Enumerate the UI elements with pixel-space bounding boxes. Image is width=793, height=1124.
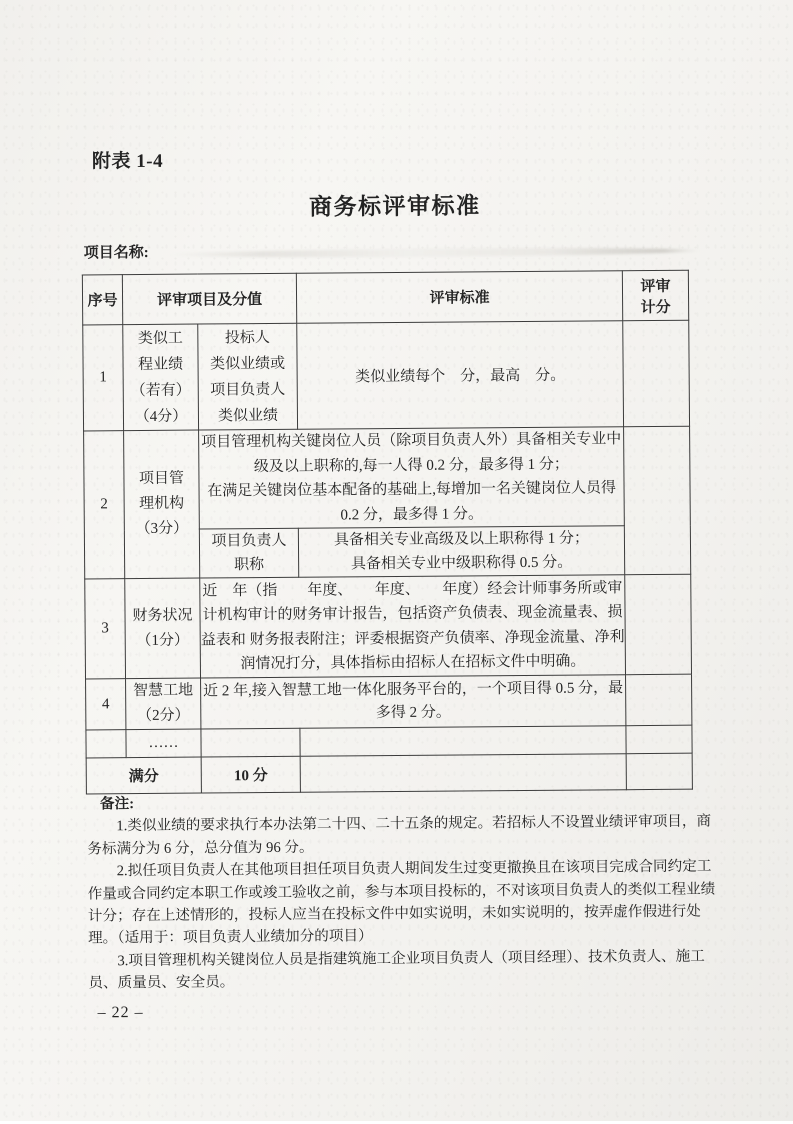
scan-smudge <box>167 247 701 259</box>
project-name-label: 项目名称: <box>83 244 149 262</box>
row4-no: 4 <box>86 679 126 730</box>
row2-score-cell <box>624 426 691 575</box>
page-number: – 22 – <box>97 1004 144 1022</box>
row2-criteria-main: 项目管理机构关键岗位人员（除项目负责人外）具备相关专业中级及以上职称的,每一人得 0.2 分，最多得 1 分； 在满足关键岗位基本配备的基础上,每增加一名关键岗位人员得 0.2 分，最多得 1 分。 <box>199 427 625 529</box>
total-value: 10 分 <box>201 756 300 793</box>
header-col-no: 序号 <box>82 275 122 325</box>
table-row-3 <box>85 574 692 679</box>
total-score-cell <box>626 753 692 790</box>
note-item-2: 2.拟任项目负责人在其他项目担任项目负责人期间发生过变更撤换且在该项目完成合同约定工作量或合同约定本职工作或竣工验收之前，参与本项目投标的，不对该项目负责人的类似工程业绩计分；存在上述情形的，投标人应当在投标文件中如实说明，未如实说明的，按弄虚作假进行处理。（适用于：项目负责人业绩加分的项目） <box>87 858 716 947</box>
appendix-label: 附表 1-4 <box>91 150 164 173</box>
header-col-criteria: 评审标准 <box>296 271 622 324</box>
row1-item: 类似工 程业绩 （若有） （4分） <box>123 324 199 431</box>
row1-sub-item: 投标人 类似业绩或 项目负责人 类似业绩 <box>198 323 298 430</box>
table-row-2a <box>84 426 691 530</box>
notes-label: 备注: <box>99 796 135 813</box>
row2-criteria-sub: 具备相关专业高级及以上职称得 1 分； 具备相关专业中级职称得 0.5 分。 <box>298 526 624 578</box>
row1-score-cell <box>623 320 690 427</box>
note-item-3: 3.项目管理机构关键岗位人员是指建筑施工企业项目负责人（项目经理）、技术负责人、施工员、质量员、安全员。 <box>88 948 705 992</box>
row3-item: 财务状况 （1分） <box>125 578 201 679</box>
ellipsis-no-cell <box>86 730 126 758</box>
total-criteria-cell <box>300 754 626 793</box>
header-col-score: 评审 计分 <box>622 270 688 321</box>
table-row-1 <box>83 320 690 431</box>
row2-item: 项目管 理机构 （3分） <box>124 430 200 579</box>
row1-no: 1 <box>83 325 124 431</box>
row4-item: 智慧工地 （2分） <box>126 678 201 730</box>
table-header-row <box>82 270 688 325</box>
table-row-4 <box>86 674 692 730</box>
row4-criteria: 近 2 年,接入智慧工地一体化服务平台的，一个项目得 0.5 分，最多得 2 分。 <box>201 675 626 729</box>
notes-section <box>87 788 719 995</box>
row1-criteria: 类似业绩每个 分，最高 分。 <box>297 321 624 430</box>
evaluation-table <box>82 270 693 795</box>
row2-sub-item: 项目负责人 职称 <box>199 528 298 578</box>
ellipsis-criteria-cell <box>300 726 626 757</box>
row2-no: 2 <box>84 431 125 579</box>
row4-score-cell <box>626 674 692 726</box>
page-title: 商务标评审标准 <box>308 193 481 220</box>
row3-score-cell <box>625 574 692 675</box>
ellipsis-sub-cell <box>201 728 300 757</box>
ellipsis-item: …… <box>126 729 201 758</box>
note-item-1: 1.类似业绩的要求执行本办法第二十四、二十五条的规定。若招标人不设置业绩评审项目，商务标满分为 6 分，总分值为 96 分。 <box>87 813 712 858</box>
header-col-item: 评审项目及分值 <box>122 273 296 324</box>
row3-criteria: 近 年（指 年度、 年度、 年度）经会计师事务所或审计机构审计的财务审计报告，包括资产负债表、现金流量表、损益表和 财务报表附注；评委根据资产负债率、净现金流量、净利润情况打分，具体指标由招标人在招标文件中明确。 <box>200 575 626 678</box>
table-row-total <box>86 753 692 794</box>
total-label: 满分 <box>86 757 201 794</box>
row3-no: 3 <box>85 579 126 679</box>
ellipsis-score-cell <box>626 725 692 754</box>
